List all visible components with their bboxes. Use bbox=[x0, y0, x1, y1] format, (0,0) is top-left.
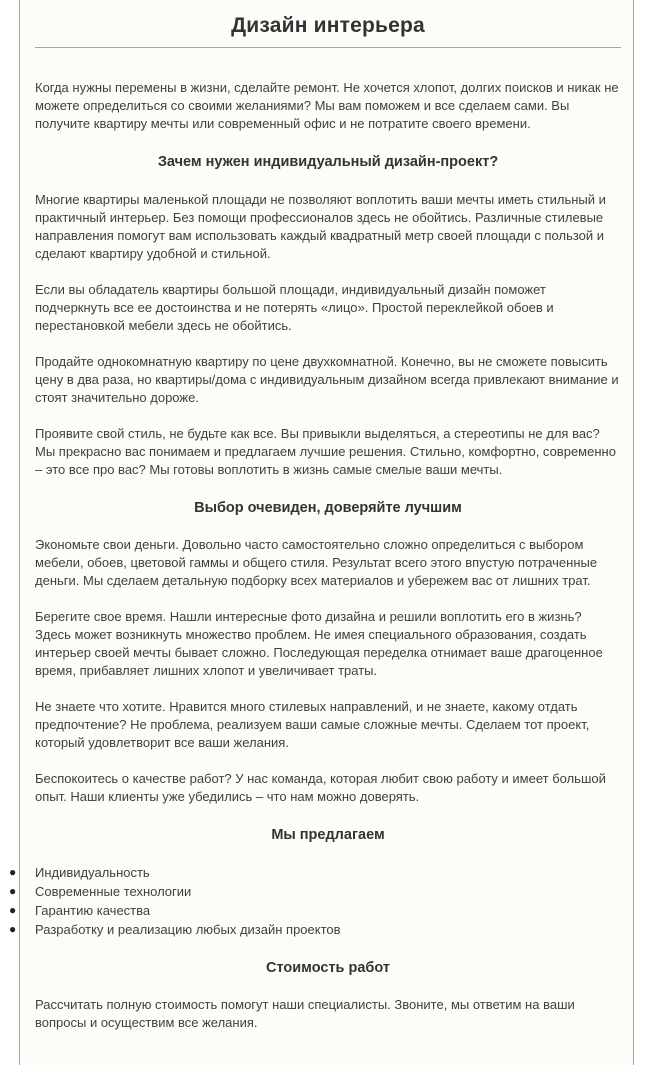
paragraph: Проявите свой стиль, не будьте как все. Вы привыкли выделяться, а стереотипы не для вас? Мы прекрасно вас понимаем и предлагаем лучшие решения. Стильно, комфортно, современно – это все про вас? Мы готовы воплотить в жизнь самые смелые ваши мечты. bbox=[35, 426, 616, 477]
bullet-icon: ● bbox=[9, 922, 17, 936]
paragraph: Продайте однокомнатную квартиру по цене двухкомнатной. Конечно, вы не сможете повысить цену в два раза, но квартиры/дома с индивидуальным дизайном всегда привлекают внимание и стоят значительно дороже. bbox=[35, 354, 619, 405]
list-item: ● Разработку и реализацию любых дизайн проектов bbox=[9, 922, 341, 937]
intro-paragraph: Когда нужны перемены в жизни, сделайте ремонт. Не хочется хлопот, долгих поисков и никак не можете определиться со своими желаниями? Мы вам поможем и все сделаем сами. Вы получите квартиру мечты или современный офис и не потратите своего времени. bbox=[35, 80, 619, 131]
paragraph: Берегите свое время. Нашли интересные фото дизайна и решили воплотить его в жизнь? Здесь может возникнуть множество проблем. Не имея специального образования, создать интерьер своей мечты бывает сложно. Последующая переделка отнимает ваше драгоценное время, прибавляет лишних хлопот и увеличивает траты. bbox=[35, 609, 603, 678]
offer-list bbox=[9, 863, 621, 939]
section-heading-choice: Выбор очевиден, доверяйте лучшим bbox=[194, 500, 462, 516]
paragraph: Не знаете что хотите. Нравится много стилевых направлений, и не знаете, какому отдать предпочтение? Не проблема, реализуем ваши самые сложные мечты. Сделаем тот проект, который удовлетворит все ваши желания. bbox=[35, 699, 590, 750]
bullet-icon: ● bbox=[9, 884, 17, 898]
page-title: Дизайн интерьера bbox=[35, 0, 621, 48]
list-item: ● Гарантию качества bbox=[9, 903, 151, 918]
list-item: ● Индивидуальность bbox=[9, 865, 150, 880]
paragraph: Рассчитать полную стоимость помогут наши специалисты. Звоните, мы ответим на ваши вопросы и осуществим все желания. bbox=[35, 997, 575, 1030]
section-heading-offer: Мы предлагаем bbox=[271, 827, 385, 843]
section-heading-why: Зачем нужен индивидуальный дизайн-проект? bbox=[157, 154, 499, 170]
bullet-icon: ● bbox=[9, 865, 17, 879]
paragraph: Многие квартиры маленькой площади не позволяют воплотить ваши мечты иметь стильный и практичный интерьер. Без помощи профессионалов здесь не обойтись. Различные стилевые направления помогут вам использовать каждый квадратный метр своей площади с пользой и сделают квартиру удобной и стильной. bbox=[35, 192, 606, 261]
list-item: ● Современные технологии bbox=[9, 884, 192, 899]
section-heading-price: Стоимость работ bbox=[266, 960, 390, 976]
article bbox=[9, 0, 621, 1032]
paragraph: Если вы обладатель квартиры большой площади, индивидуальный дизайн поможет подчеркнуть все ее достоинства и не потерять «лицо». Простой переклейкой обоев и перестановкой мебели здесь не обойтись. bbox=[35, 282, 554, 333]
content-panel bbox=[9, 0, 634, 1065]
paragraph: Экономьте свои деньги. Довольно часто самостоятельно сложно определиться с выбором мебели, обоев, цветовой гаммы и общего стиля. Результат всего этого впустую потраченные деньги. Мы сделаем детальную подборку всех материалов и убережем вас от лишних трат. bbox=[35, 537, 598, 588]
bullet-icon: ● bbox=[9, 903, 17, 917]
paragraph: Беспокоитесь о качестве работ? У нас команда, которая любит свою работу и имеет большой опыт. Наши клиенты уже убедились – что нам можно доверять. bbox=[35, 771, 606, 804]
